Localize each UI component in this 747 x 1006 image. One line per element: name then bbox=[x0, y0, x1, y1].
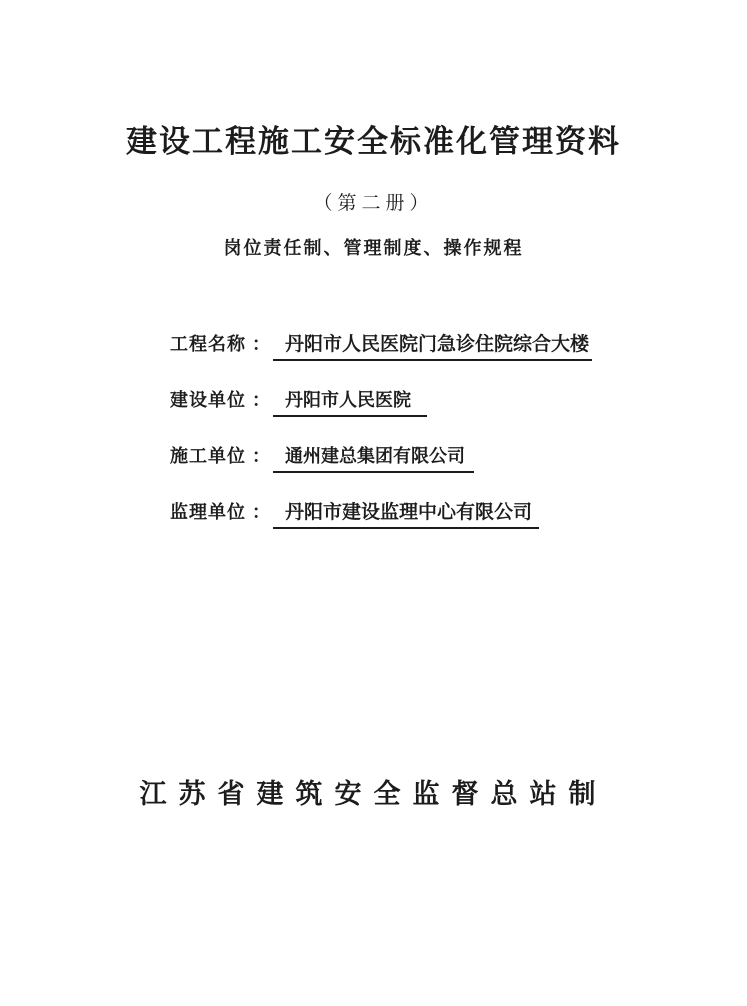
construction-owner-label: 建设单位 ： bbox=[170, 390, 272, 410]
volume-label: （第二册） bbox=[313, 193, 434, 214]
project-info-fields bbox=[170, 332, 592, 556]
field-row-contractor bbox=[170, 444, 592, 469]
field-row-construction-owner bbox=[170, 388, 592, 413]
field-row-supervisor bbox=[170, 500, 592, 525]
project-name-value: 丹阳市人民医院门急诊住院综合大楼 bbox=[273, 332, 592, 361]
field-row-project-name bbox=[170, 332, 592, 357]
supervisor-value: 丹阳市建设监理中心有限公司 bbox=[273, 500, 539, 529]
contractor-label: 施工单位 ： bbox=[170, 446, 272, 466]
document-title: 建设工程施工安全标准化管理资料 bbox=[126, 124, 621, 159]
project-name-label: 工程名称 ： bbox=[170, 334, 272, 354]
construction-owner-value: 丹阳市人民医院 bbox=[273, 388, 427, 417]
contractor-value: 通州建总集团有限公司 bbox=[273, 444, 474, 473]
document-subtitle: 岗位责任制、管理制度、操作规程 bbox=[223, 238, 524, 258]
issuing-authority-line: 江苏省建筑安全监督总站制 bbox=[139, 779, 608, 809]
supervisor-label: 监理单位 ： bbox=[170, 502, 272, 522]
